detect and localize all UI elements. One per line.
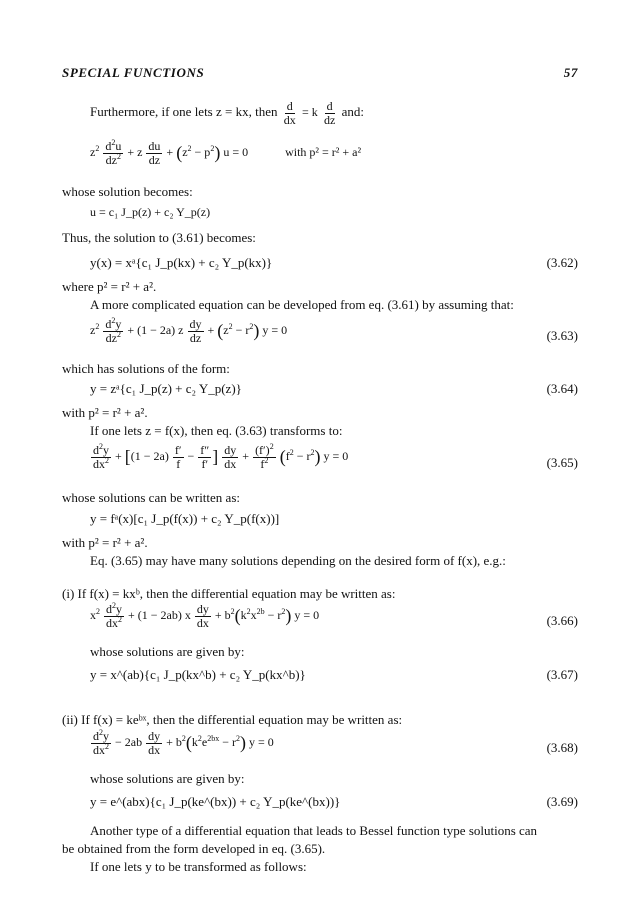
- paragraph-line: be obtained from the form developed in eq. (3.65).: [62, 841, 326, 856]
- equation-3-68: $\frac{d^2y}{dx^2}$ − 2ab $\frac{dy}{dx}$ + $b^2(k^2e^{2bx} - r^2) y = 0$: [93, 728, 274, 757]
- text-span: Furthermore, if one lets z = kx, then: [90, 104, 278, 120]
- equation-number: (3.66): [546, 613, 578, 628]
- paragraph-line: with p² = r² + a².: [62, 535, 148, 550]
- equation-3-65: $\frac{d^2y}{dx^2}$ + [(1 − 2a) $\frac{f'}{f}$ − $\frac{f''}{f'}$ ] $\frac{dy}{dx}$ + $\frac{(f')^2}{f^2}$ $(f^2 - r^2) y = 0$: [93, 442, 349, 471]
- equation-3-63: $z^2$ $\frac{d^2y}{dz^2}$ + (1 − 2a) z $\frac{dy}{dz}$ + $(z^2 - r^2) y = 0$: [90, 316, 288, 345]
- page-number: 57: [563, 65, 578, 80]
- equation-number: (3.68): [546, 740, 578, 755]
- list-item-i: (i) If f(x) = kxᵇ, then the differential equation may be written as:: [62, 586, 396, 601]
- equation-bessel-z: $z^2$ $\frac{d^2u}{dz^2}$ + z $\frac{du}{dz}$ + $(z^2 - p^2) u = 0$ with p² = r² + a²: [90, 138, 362, 167]
- equation-number: (3.69): [546, 794, 578, 809]
- paragraph-line: where p² = r² + a².: [62, 279, 157, 294]
- page-header: [62, 65, 578, 81]
- paragraph-line: whose solutions are given by:: [90, 644, 245, 659]
- equation-3-62: y(x) = xᵃ{c₁ J_p(kx) + c₂ Y_p(kx)}: [90, 255, 273, 270]
- equation-f-solution: y = fᵃ(x)[c₁ J_p(f(x)) + c₂ Y_p(f(x))]: [90, 511, 280, 526]
- equation-number: (3.64): [546, 381, 578, 396]
- equation-solution-u: u = c₁ J_p(z) + c₂ Y_p(z): [90, 205, 211, 219]
- equation-3-66: $x^2$ $\frac{d^2y}{dx^2}$ + (1 − 2ab) x $\frac{dy}{dx}$ + $b^2(k^2x^{2b} - r^2) y = 0$: [90, 601, 320, 630]
- paragraph-line: Furthermore, if one lets z = kx, then $\frac{d}{dx}$ = k $\frac{d}{dz}$ and:: [90, 99, 364, 127]
- equation-number: (3.67): [546, 667, 578, 682]
- paragraph-line: If one lets y to be transformed as follows:: [90, 859, 307, 874]
- paragraph-line: Another type of a differential equation that leads to Bessel function type solutions can: [90, 823, 538, 838]
- equation-condition: with p² = r² + a²: [285, 144, 362, 159]
- paragraph-line: whose solution becomes:: [62, 184, 193, 199]
- paragraph-line: Eq. (3.65) may have many solutions depending on the desired form of f(x), e.g.:: [90, 553, 506, 568]
- paragraph-line: with p² = r² + a².: [62, 405, 148, 420]
- derivative-d-dz: $\frac{d}{dz}$: [324, 99, 336, 127]
- running-title: SPECIAL FUNCTIONS: [62, 65, 205, 80]
- paragraph-line: whose solutions can be written as:: [62, 490, 240, 505]
- equation-number: (3.63): [546, 328, 578, 343]
- paragraph-line: which has solutions of the form:: [62, 361, 230, 376]
- paragraph-line: whose solutions are given by:: [90, 771, 245, 786]
- equation-3-67: y = x^(ab){c₁ J_p(kx^b) + c₂ Y_p(kx^b)}: [90, 667, 306, 682]
- text-span: and:: [341, 104, 364, 120]
- paragraph-line: If one lets z = f(x), then eq. (3.63) transforms to:: [90, 423, 343, 438]
- equation-3-69: y = e^(abx){c₁ J_p(ke^(bx)) + c₂ Y_p(ke^(bx))}: [90, 794, 341, 809]
- equation-number: (3.65): [546, 455, 578, 470]
- paragraph-line: A more complicated equation can be developed from eq. (3.61) by assuming that:: [90, 297, 514, 312]
- equation-3-64: y = zᵃ{c₁ J_p(z) + c₂ Y_p(z)}: [90, 381, 242, 396]
- derivative-d-dx: $\frac{d}{dx}$: [283, 99, 296, 127]
- list-item-ii: (ii) If f(x) = keᵇˣ, then the differential equation may be written as:: [62, 712, 403, 727]
- equation-number: (3.62): [546, 255, 578, 270]
- paragraph-line: Thus, the solution to (3.61) becomes:: [62, 230, 256, 245]
